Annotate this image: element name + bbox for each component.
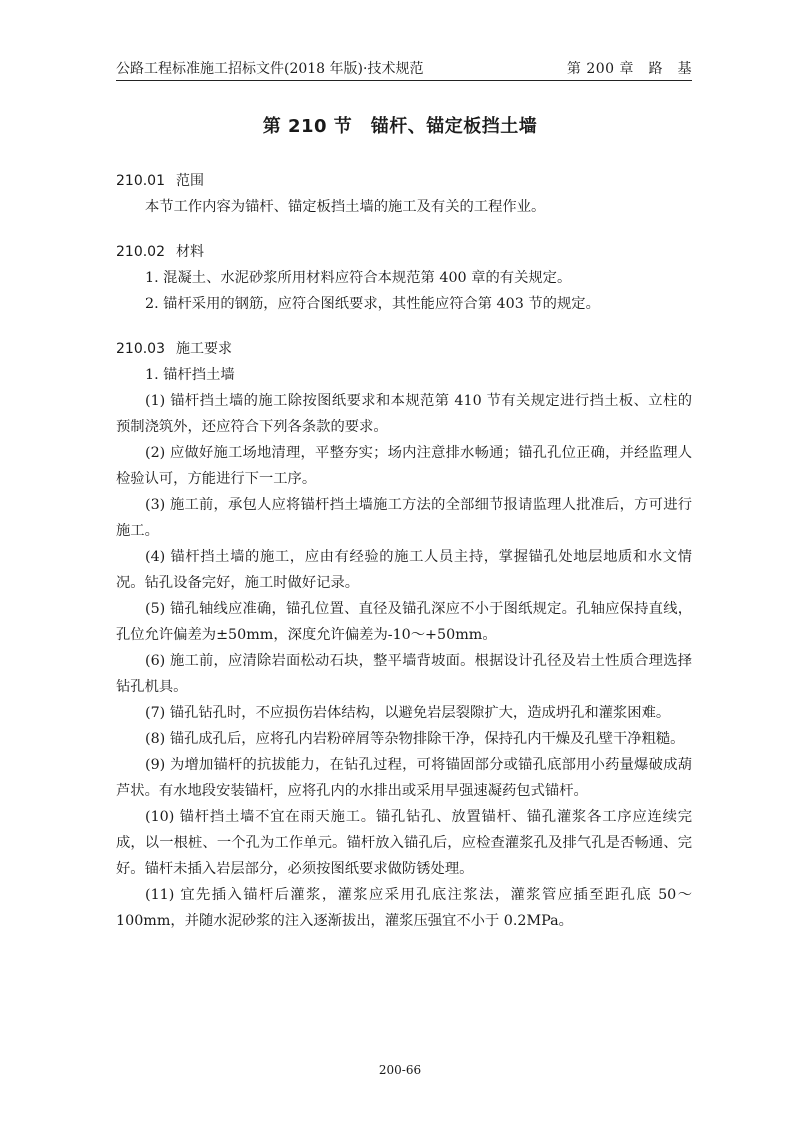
paragraph: (5) 锚孔轴线应准确，锚孔位置、直径及锚孔深应不小于图纸规定。孔轴应保持直线，孔位允许偏差为±50mm，深度允许偏差为-10～+50mm。 [116, 601, 692, 643]
paragraph: (10) 锚杆挡土墙不宜在雨天施工。锚孔钻孔、放置锚杆、锚孔灌浆各工序应连续完成，以一根桩、一个孔为工作单元。锚杆放入锚孔后，应检查灌浆孔及排气孔是否畅通、完好。锚杆未插入岩层部分，必须按图纸要求做防锈处理。 [116, 809, 692, 877]
subsection-number: 210.01 [116, 173, 165, 189]
paragraph: (7) 锚孔钻孔时，不应损伤岩体结构，以避免岩层裂隙扩大，造成坍孔和灌浆困难。 [145, 705, 671, 721]
header-document-title: 公路工程标准施工招标文件(2018 年版)·技术规范 [116, 61, 424, 77]
paragraph: (3) 施工前，承包人应将锚杆挡土墙施工方法的全部细节报请监理人批准后，方可进行施工。 [116, 497, 692, 539]
paragraph: (6) 施工前，应清除岩面松动石块，整平墙背坡面。根据设计孔径及岩土性质合理选择钻孔机具。 [116, 653, 692, 695]
header-chapter: 第 200 章 路 基 [566, 61, 692, 77]
subsection-name: 材料 [176, 244, 204, 260]
paragraph: 2. 锚杆采用的钢筋，应符合图纸要求，其性能应符合第 403 节的规定。 [145, 296, 600, 312]
subsection-name: 施工要求 [176, 341, 232, 357]
paragraph: 1. 锚杆挡土墙 [145, 367, 235, 383]
running-header [116, 58, 692, 81]
subsection-heading [116, 239, 692, 265]
paragraph: (4) 锚杆挡土墙的施工，应由有经验的施工人员主持，掌握锚孔处地层地质和水文情况。钻孔设备完好，施工时做好记录。 [116, 549, 692, 591]
section-title: 第 210 节 锚杆、锚定板挡土墙 [262, 116, 538, 137]
subsection-number: 210.03 [116, 341, 165, 357]
document-body [116, 168, 692, 934]
subsection-heading [116, 336, 692, 362]
subsection-number: 210.02 [116, 244, 165, 260]
spacer [116, 220, 692, 239]
paragraph: (8) 锚孔成孔后，应将孔内岩粉碎屑等杂物排除干净，保持孔内干燥及孔壁干净粗糙。 [145, 731, 685, 747]
paragraph: 1. 混凝土、水泥砂浆所用材料应符合本规范第 400 章的有关规定。 [145, 270, 572, 286]
subsection-heading [116, 168, 692, 194]
page-number: 200-66 [378, 1063, 422, 1077]
subsection-name: 范围 [176, 173, 204, 189]
paragraph: (1) 锚杆挡土墙的施工除按图纸要求和本规范第 410 节有关规定进行挡土板、立柱的预制浇筑外，还应符合下列各条款的要求。 [116, 393, 692, 435]
paragraph: (2) 应做好施工场地清理，平整夯实；场内注意排水畅通；锚孔孔位正确，并经监理人检验认可，方能进行下一工序。 [116, 445, 692, 487]
paragraph: (11) 宜先插入锚杆后灌浆，灌浆应采用孔底注浆法，灌浆管应插至距孔底 50～100mm，并随水泥砂浆的注入逐渐拔出，灌浆压强宜不小于 0.2MPa。 [116, 887, 692, 929]
paragraph: (9) 为增加锚杆的抗拔能力，在钻孔过程，可将锚固部分或锚孔底部用小药量爆破成葫芦状。有水地段安装锚杆，应将孔内的水排出或采用早强速凝药包式锚杆。 [116, 757, 692, 799]
spacer [116, 317, 692, 336]
paragraph: 本节工作内容为锚杆、锚定板挡土墙的施工及有关的工程作业。 [145, 199, 546, 215]
